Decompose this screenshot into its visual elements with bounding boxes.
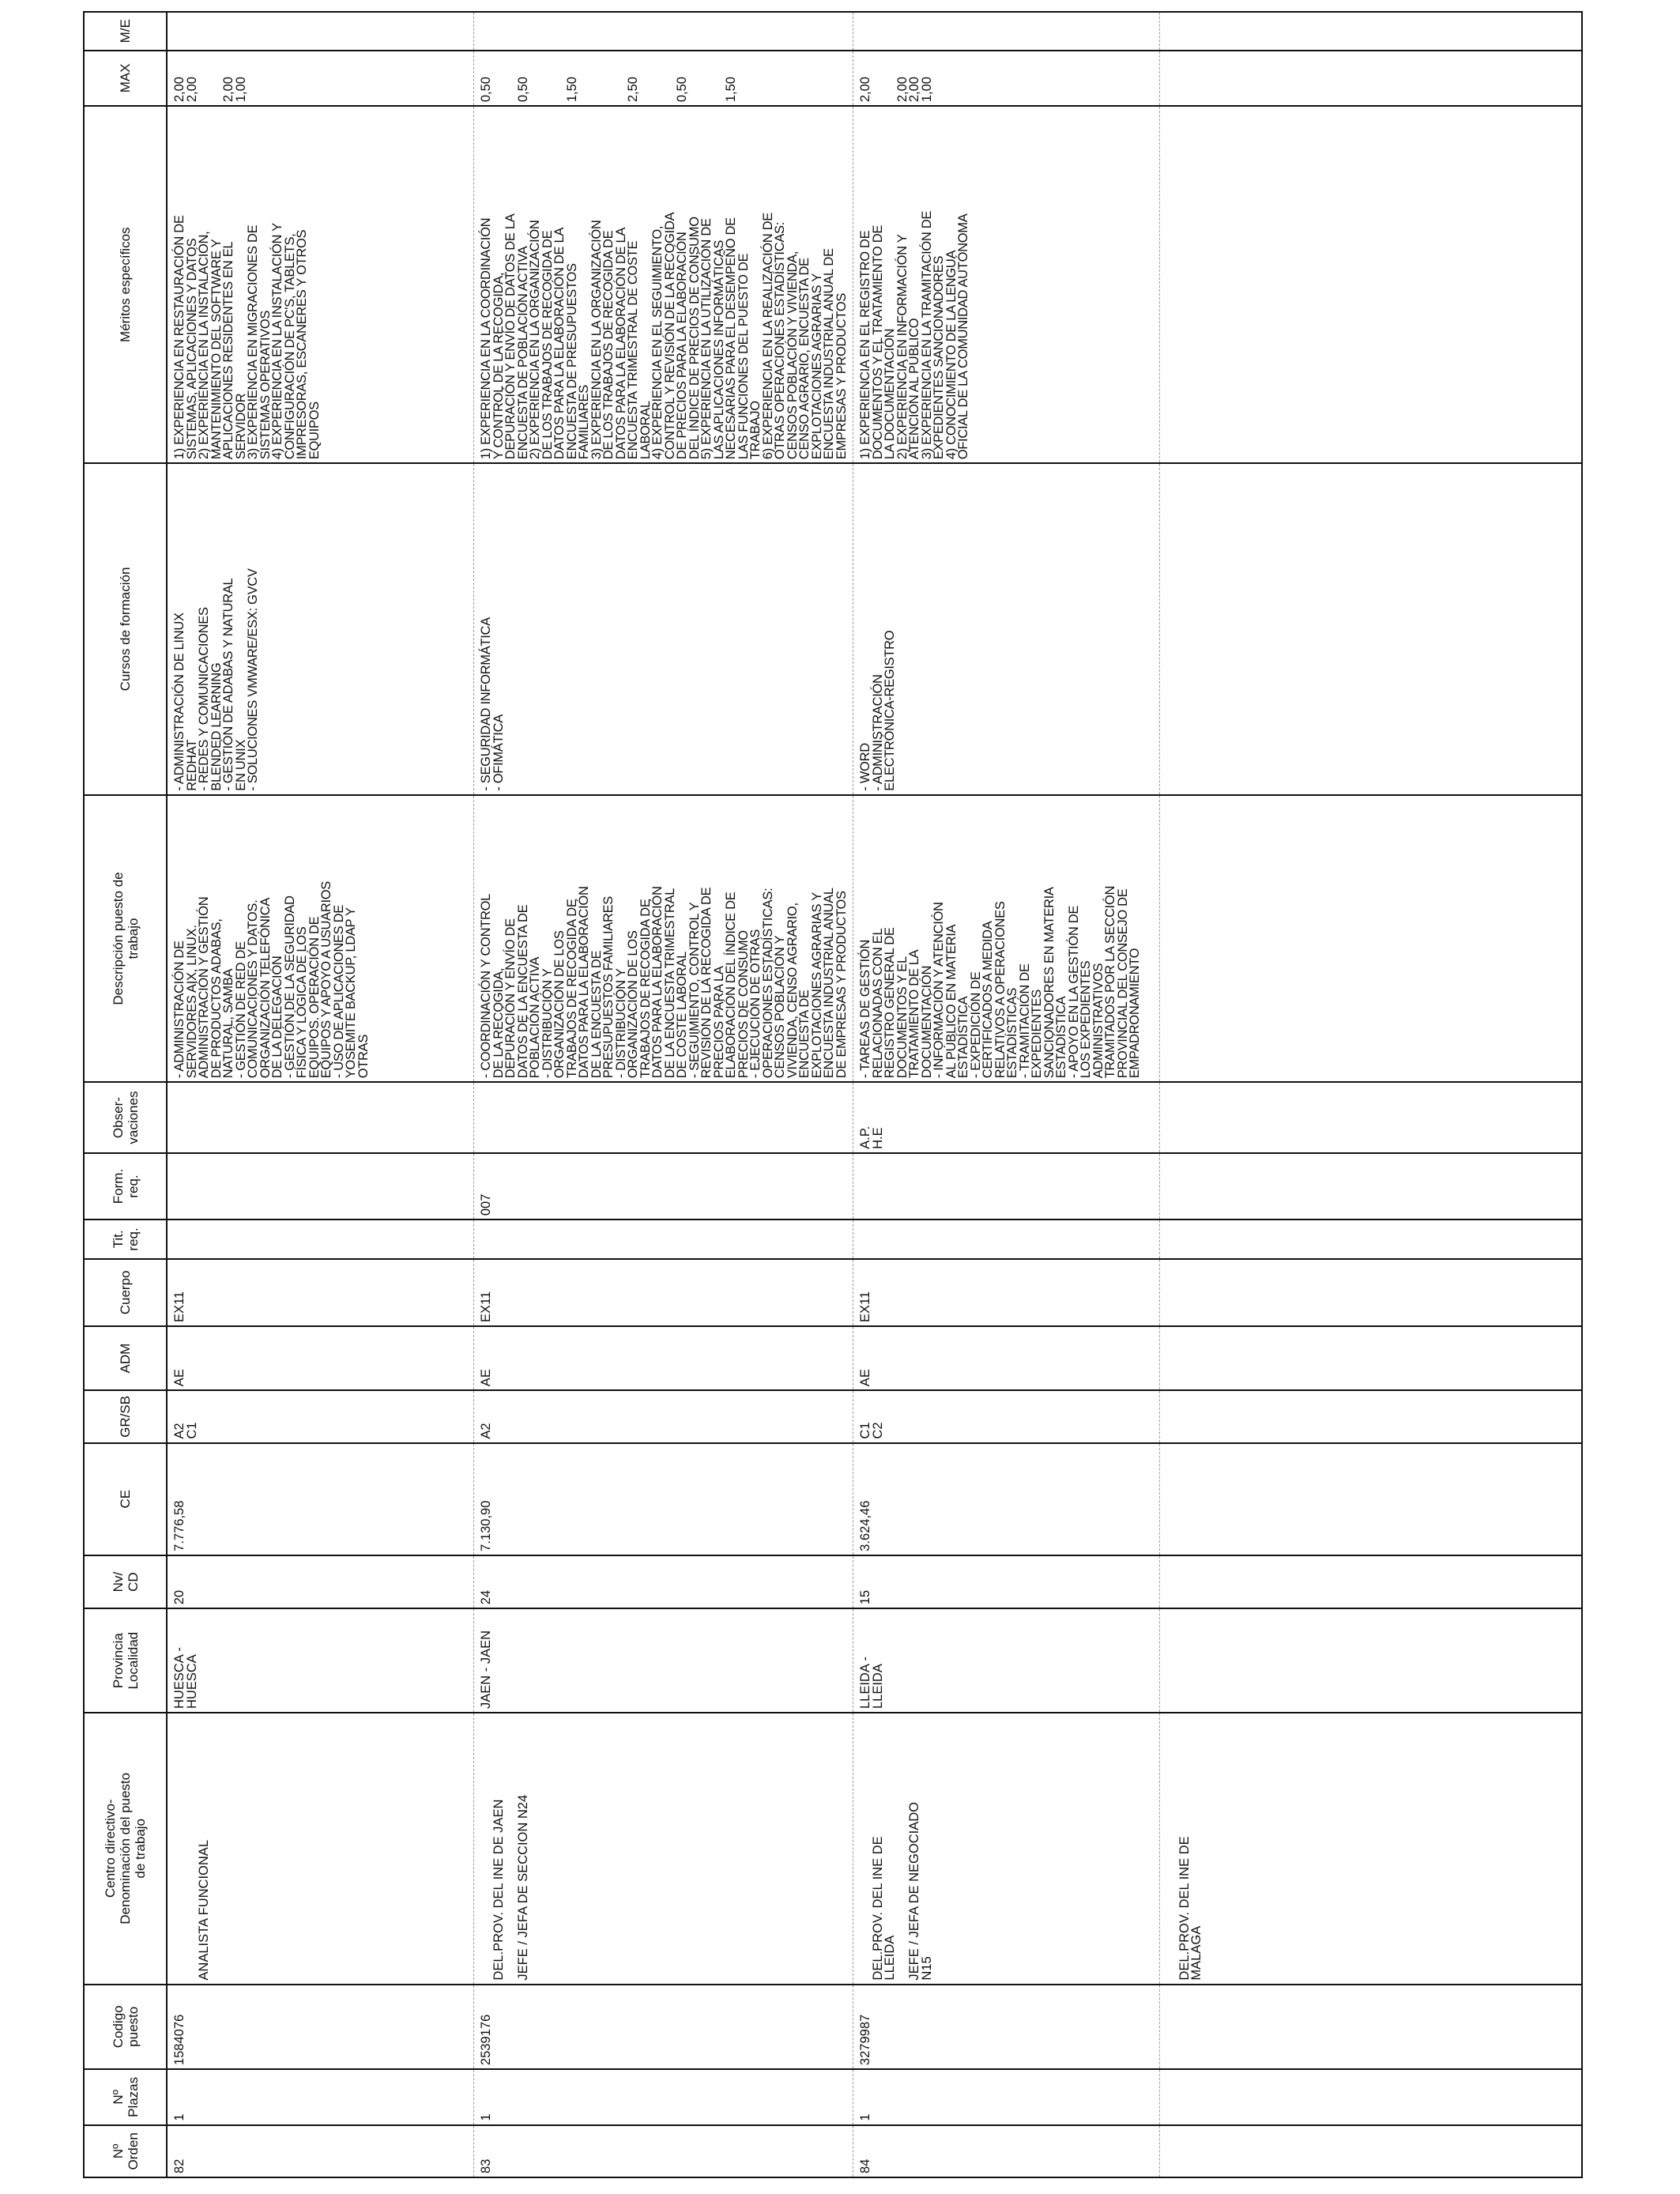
cell-codigo: 1584076 — [167, 1985, 474, 2069]
cell-cuerpo: EX11 — [474, 1259, 853, 1326]
cell-cursos — [1160, 463, 1582, 794]
cell-centro — [474, 1713, 853, 1985]
cell-descripcion — [1160, 795, 1582, 1083]
cell-orden: 84 — [853, 2125, 1160, 2177]
cell-adm: AE — [474, 1326, 853, 1390]
cell-cuerpo: EX11 — [167, 1259, 474, 1326]
header-cursos: Cursos de formación — [85, 463, 167, 794]
cell-puesto: ANALISTA FUNCIONAL — [197, 1840, 211, 1981]
cell-max: 2,00 2,00 2,00 1,00 — [167, 51, 474, 107]
cell-nivel: 15 — [853, 1555, 1160, 1608]
cell-meritos: 1) EXPERIENCIA EN RESTAURACIÓN DE SISTEMAS, APLICACIONES Y DATOS 2) EXPERIENCIA EN LA INSTALACIÓN, MANTENIMIENTO DEL SOFTWARE Y APLICACIONES RESIDENTES EN EL SERVIDOR 3) EXPERIENCIA EN MIGRACIONES DE SISTEMAS OPERATIVOS 4) EXPERIENCIA EN LA INSTALACIÓN Y CONFIGURACIÓN DE PC'S, TABLETS, IMPRESORAS, ESCANERES Y OTROS EQUIPOS — [167, 106, 474, 463]
header-descripcion: Descripción puesto de trabajo — [85, 795, 167, 1083]
cell-codigo: 3279987 — [853, 1985, 1160, 2069]
cell-formacion: 007 — [474, 1153, 853, 1220]
cell-ce: 7.130,90 — [474, 1443, 853, 1555]
cell-titulacion — [474, 1220, 853, 1259]
header-formacion: Form. req. — [85, 1153, 167, 1220]
cell-grupo: A2 C1 — [167, 1390, 474, 1442]
table-row — [1160, 13, 1582, 2177]
cell-observaciones — [474, 1082, 853, 1153]
cell-provincia: HUESCA - HUESCA — [167, 1608, 474, 1713]
header-max: MAX — [85, 51, 167, 107]
plazas-table — [85, 13, 1581, 2177]
cell-descripcion: - TAREAS DE GESTIÓN RELACIONADAS CON EL REGISTRO GENERAL DE DOCUMENTOS Y EL TRATAMIENTO DE LA DOCUMENTACIÓN - INFORMACIÓN Y ATENCIÓN AL PÚBLICO EN MATERIA ESTADÍSTICA - EXPEDICIÓN DE CERTIFICADOS A MEDIDA RELATIVOS A OPERACIONES ESTADÍSTICAS - TRAMITACIÓN DE EXPEDIENTES SANCIONADORES EN MATERIA ESTADÍSTICA - APOYO EN LA GESTIÓN DE LOS EXPEDIENTES ADMINISTRATIVOS TRAMITADOS POR LA SECCIÓN PROVINCIAL DEL CONSEJO DE EMPADRONAMIENTO — [853, 795, 1160, 1083]
cell-cursos: - WORD - ADMINISTRACIÓN ELECTRÓNICA-REGISTRO — [853, 463, 1160, 794]
header-plazas: Nº Plazas — [85, 2069, 167, 2125]
cell-meritos: 1) EXPERIENCIA EN LA COORDINACIÓN Y CONTROL DE LA RECOGIDA, DEPURACIÓN Y ENVÍO DE DATOS DE LA ENCUESTA DE POBLACIÓN ACTIVA 2) EXPERIENCIA EN LA ORGANIZACIÓN DE LOS TRABAJOS DE RECOGIDA DE DATOS PARA LA ELABORACIÓN DE LA ENCUESTA DE PRESUPUESTOS FAMILIARES 3) EXPERIENCIA EN LA ORGANIZACIÓN DE LOS TRABAJOS DE RECOGIDA DE DATOS PARA LA ELABORACIÓN DE LA ENCUESTA TRIMESTRAL DE COSTE LABORAL 4) EXPERIENCIA EN EL SEGUIMIENTO, CONTROL Y REVISIÓN DE LA RECOGIDA DE PRECIOS PARA LA ELABORACIÓN DEL ÍNDICE DE PRECIOS DE CONSUMO 5) EXPERIENCIA EN LA UTILIZACIÓN DE LAS APLICACIONES INFORMÁTICAS NECESARIAS PARA EL DESEMPEÑO DE LAS FUNCIONES DEL PUESTO DE TRABAJO 6) EXPERIENCIA EN LA REALIZACIÓN DE OTRAS OPERACIONES ESTADÍSTICAS: CENSOS POBLACIÓN Y VIVIENDA, CENSO AGRARIO, ENCUESTA DE EXPLOTACIONES AGRARIAS Y ENCUESTA INDUSTRIAL ANUAL DE EMPRESAS Y PRODUCTOS — [474, 106, 853, 463]
cell-nivel: 24 — [474, 1555, 853, 1608]
cell-plazas: 1 — [167, 2069, 474, 2125]
header-titulacion: Tit. req. — [85, 1220, 167, 1259]
cell-provincia — [1160, 1608, 1582, 1713]
cell-me — [167, 13, 474, 51]
cell-puesto: JEFE / JEFA DE SECCION N24 — [515, 1794, 530, 1981]
cell-cuerpo: EX11 — [853, 1259, 1160, 1326]
cell-titulacion — [1160, 1220, 1582, 1259]
cell-plazas: 1 — [853, 2069, 1160, 2125]
cell-centro — [167, 1713, 474, 1985]
cell-orden — [1160, 2125, 1582, 2177]
cell-max — [1160, 51, 1582, 107]
header-codigo: Codigo puesto — [85, 1985, 167, 2069]
cell-centro-directivo: DEL.PROV. DEL INE DE LLEIDA — [870, 1836, 897, 1981]
header-centro: Centro directivo- Denominación del puesto de trabajo — [85, 1713, 167, 1985]
cell-cursos: - ADMINISTRACIÓN DE LINUX REDHAT - REDES Y COMUNICACIONES BLENDED LEARNING - GESTIÓN DE ADABAS Y NATURAL EN UNIX - SOLUCIONES VMWARE/ESX: GVCV — [167, 463, 474, 794]
cell-max: 0,50 0,50 1,50 2,50 0,50 1,50 — [474, 51, 853, 107]
cell-grupo — [1160, 1390, 1582, 1442]
cell-adm: AE — [167, 1326, 474, 1390]
cell-descripcion: - ADMINISTRACIÓN DE SERVIDORES AIX, LINUX. ADMINISTRACIÓN Y GESTIÓN DE PRODUCTOS ADABAS, NATURAL, SAMBA - GESTIÓN DE RED DE COMUNICACIONES Y DATOS. ORGANIZACIÓN TELEFÓNICA DE LA DELEGACIÓN - GESTIÓN DE LA SEGURIDAD FÍSICA Y LÓGICA DE LOS EQUIPOS. OPERACIÓN DE EQUIPOS Y APOYO A USUARIOS - USO DE APLICACIONES DE YOSEMITE BACKUP, LDAP Y OTRAS — [167, 795, 474, 1083]
table-row — [853, 13, 1160, 2177]
table-row — [167, 13, 474, 2177]
header-meritos: Méritos específicos — [85, 106, 167, 463]
header-me: M/E — [85, 13, 167, 51]
cell-observaciones: A.P. H.E — [853, 1082, 1160, 1153]
cell-plazas: 1 — [474, 2069, 853, 2125]
cell-nivel: 20 — [167, 1555, 474, 1608]
header-nivel: Nv/ CD — [85, 1555, 167, 1608]
cell-adm — [1160, 1326, 1582, 1390]
cell-adm: AE — [853, 1326, 1160, 1390]
header-cuerpo: Cuerpo — [85, 1259, 167, 1326]
header-row — [85, 13, 167, 2177]
cell-plazas — [1160, 2069, 1582, 2125]
cell-titulacion — [167, 1220, 474, 1259]
cell-me — [474, 13, 853, 51]
cell-orden: 82 — [167, 2125, 474, 2177]
cell-puesto: JEFE / JEFA DE NEGOCIADO N15 — [907, 1802, 934, 1981]
cell-ce: 7.776,58 — [167, 1443, 474, 1555]
cell-formacion — [167, 1153, 474, 1220]
header-observaciones: Obser- vaciones — [85, 1082, 167, 1153]
cell-formacion — [1160, 1153, 1582, 1220]
cell-codigo: 2539176 — [474, 1985, 853, 2069]
header-adm: ADM — [85, 1326, 167, 1390]
cell-nivel — [1160, 1555, 1582, 1608]
cell-meritos: 1) EXPERIENCIA EN EL REGISTRO DE DOCUMENTOS Y EL TRATAMIENTO DE LA DOCUMENTACIÓN 2) EXPERIENCIA EN INFORMACIÓN Y ATENCIÓN AL PÚBLICO 3) EXPERIENCIA EN LA TRAMITACIÓN DE EXPEDIENTES SANCIONADORES 4) CONOCIMIENTO DE LA LENGUA OFICIAL DE LA COMUNIDAD AUTÓNOMA — [853, 106, 1160, 463]
table-frame — [83, 11, 1583, 2178]
cell-cursos: - SEGURIDAD INFORMÁTICA - OFIMÁTICA — [474, 463, 853, 794]
cell-observaciones — [167, 1082, 474, 1153]
cell-provincia: JAEN - JAEN — [474, 1608, 853, 1713]
cell-me — [853, 13, 1160, 51]
cell-codigo — [1160, 1985, 1582, 2069]
cell-formacion — [853, 1153, 1160, 1220]
cell-orden: 83 — [474, 2125, 853, 2177]
header-provincia: Provincia Localidad — [85, 1608, 167, 1713]
cell-grupo: A2 — [474, 1390, 853, 1442]
cell-ce: 3.624,46 — [853, 1443, 1160, 1555]
cell-provincia: LLEIDA - LLEIDA — [853, 1608, 1160, 1713]
cell-grupo: C1 C2 — [853, 1390, 1160, 1442]
table-row — [474, 13, 853, 2177]
cell-centro-directivo: DEL.PROV. DEL INE DE MALAGA — [1177, 1836, 1203, 1981]
cell-descripcion: - COORDINACIÓN Y CONTROL DE LA RECOGIDA, DEPURACIÓN Y ENVÍO DE DATOS DE LA ENCUESTA DE POBLACIÓN ACTIVA - DISTRIBUCIÓN Y ORGANIZACIÓN DE LOS TRABAJOS DE RECOGIDA DE DATOS PARA LA ELABORACIÓN DE LA ENCUESTA DE PRESUPUESTOS FAMILIARES - DISTRIBUCIÓN Y ORGANIZACIÓN DE LOS TRABAJOS DE RECOGIDA DE DATOS PARA LA ELABORACIÓN DE LA ENCUESTA TRIMESTRAL DE COSTE LABORAL - SEGUIMIENTO, CONTROL Y REVISIÓN DE LA RECOGIDA DE PRECIOS PARA LA ELABORACIÓN DEL ÍNDICE DE PRECIOS DE CONSUMO - EJECUCIÓN DE OTRAS OPERACIONES ESTADÍSTICAS: CENSOS POBLACIÓN Y VIVIENDA, CENSO AGRARIO, ENCUESTA DE EXPLOTACIONES AGRARIAS Y ENCUESTA INDUSTRIAL ANUAL DE EMPRESAS Y PRODUCTOS — [474, 795, 853, 1083]
cell-titulacion — [853, 1220, 1160, 1259]
header-grupo: GR/SB — [85, 1390, 167, 1442]
header-ce: CE — [85, 1443, 167, 1555]
header-orden: Nº Orden — [85, 2125, 167, 2177]
cell-observaciones — [1160, 1082, 1582, 1153]
cell-centro-directivo: DEL.PROV. DEL INE DE JAEN — [491, 1799, 506, 1981]
cell-meritos — [1160, 106, 1582, 463]
cell-cuerpo — [1160, 1259, 1582, 1326]
cell-max: 2,00 2,00 2,00 1,00 — [853, 51, 1160, 107]
cell-ce — [1160, 1443, 1582, 1555]
cell-me — [1160, 13, 1582, 51]
cell-centro — [853, 1713, 1160, 1985]
cell-centro — [1160, 1713, 1582, 1985]
